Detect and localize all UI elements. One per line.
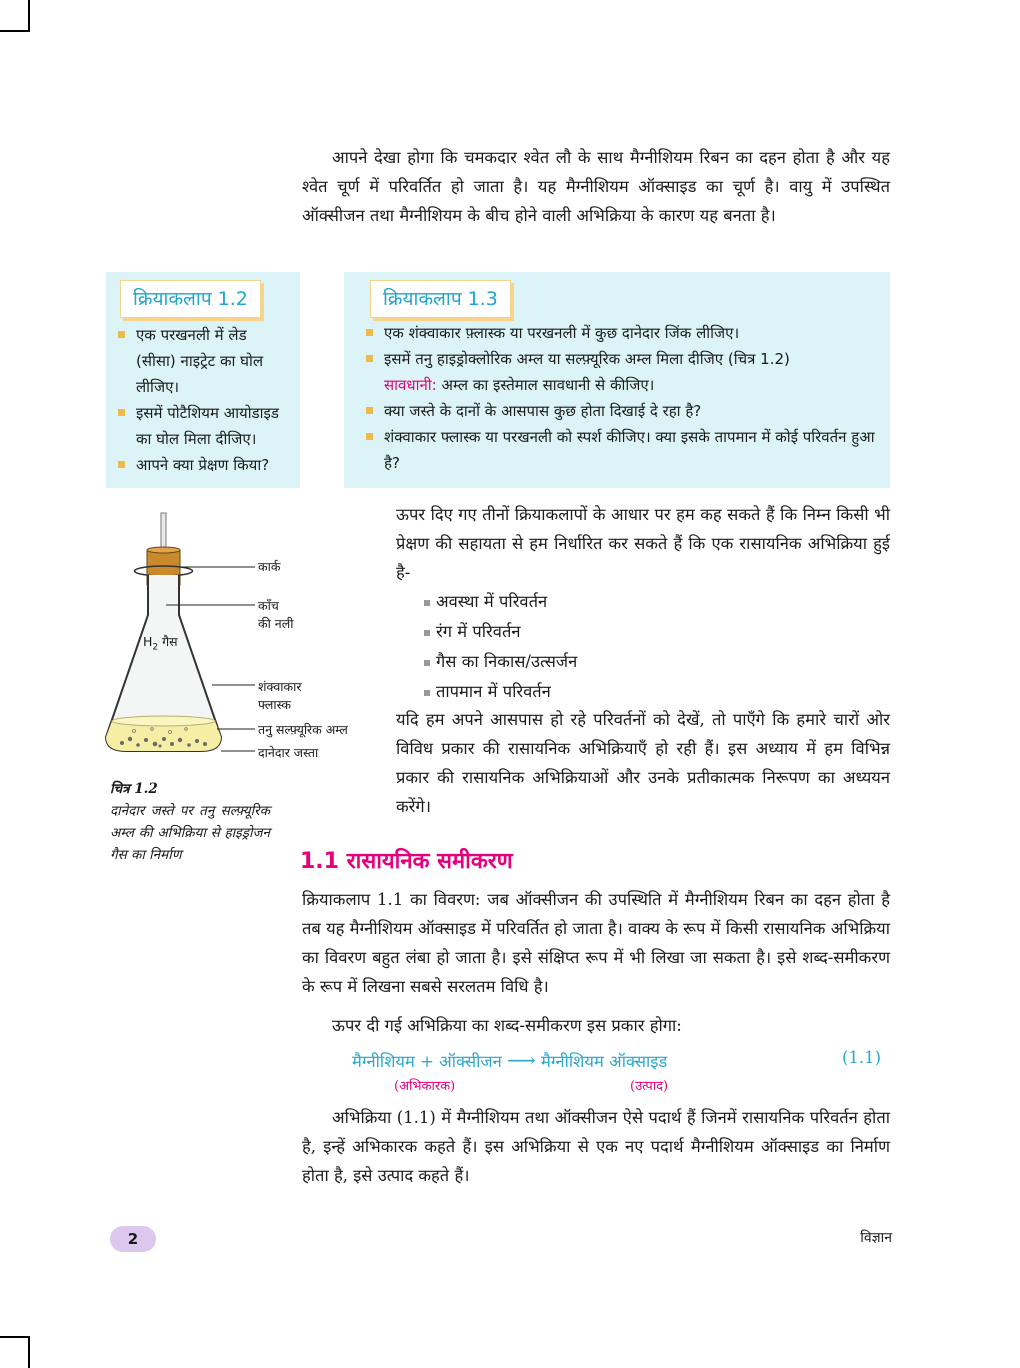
bullet-square-icon bbox=[366, 433, 373, 440]
acid-surface bbox=[112, 716, 215, 726]
bullet-square-icon bbox=[424, 600, 430, 606]
cork-top bbox=[147, 547, 180, 553]
label-zinc: दानेदार जस्ता bbox=[258, 745, 319, 760]
crop-mark-bottom-left-v bbox=[28, 1336, 30, 1368]
bullet-square-icon bbox=[118, 409, 125, 416]
footer-subject: विज्ञान bbox=[860, 1230, 892, 1246]
bullet-square-icon bbox=[424, 660, 430, 666]
list-item: इसमें तनु हाइड्रोक्लोरिक अम्ल या सल्फ़्यूरिक अम्ल मिला दीजिए (चित्र 1.2) सावधानी: अम्ल का इस्तेमाल सावधानी से कीजिए। bbox=[366, 346, 882, 398]
list-item: गैस का निकास/उत्सर्जन bbox=[424, 647, 577, 677]
equation-reactants: मैग्नीशियम + ऑक्सीजन ⟶ मैग्नीशियम ऑक्साइड bbox=[352, 1048, 668, 1072]
list-item: अवस्था में परिवर्तन bbox=[424, 587, 577, 617]
list-item: एक शंक्वाकार फ़्लास्क या परखनली में कुछ दानेदार जिंक लीजिए। bbox=[366, 320, 882, 346]
bullet-square-icon bbox=[366, 407, 373, 414]
bullet-square-icon bbox=[118, 331, 125, 338]
figure-caption-title: चित्र 1.2 bbox=[110, 781, 158, 797]
observations-after: यदि हम अपने आसपास हो रहे परिवर्तनों को देखें, तो पाएँगे कि हमारे चारों ओर विविध प्रकार की रासायनिक अभिक्रियाएँ हो रही हैं। इस अध्याय में हम विभिन्न प्रकार की रासायनिक अभिक्रियाओं और उनके प्रतीकात्मक निरूपण का अध्ययन करेंगे। bbox=[396, 710, 890, 816]
bullet-square-icon bbox=[366, 355, 373, 362]
reaction-arrow-icon: ⟶ bbox=[507, 1048, 536, 1072]
section-para-2: ऊपर दी गई अभिक्रिया का शब्द-समीकरण इस प्रकार होगा: bbox=[332, 1016, 682, 1035]
label-glass-tube-2: की नली bbox=[258, 616, 294, 631]
label-flask-2: फ्लास्क bbox=[258, 697, 292, 712]
activity-1-3-title: क्रियाकलाप 1.3 bbox=[370, 280, 511, 318]
list-item: आपने क्या प्रेक्षण किया? bbox=[118, 452, 290, 478]
bullet-square-icon bbox=[424, 630, 430, 636]
activity-1-3-box bbox=[344, 272, 890, 488]
bullet-square-icon bbox=[424, 690, 430, 696]
bullet-square-icon bbox=[118, 461, 125, 468]
caution-label: सावधानी: bbox=[384, 376, 437, 394]
label-h2-gas: $H_2$ गैस bbox=[143, 634, 178, 653]
activity-1-2-title: क्रियाकलाप 1.2 bbox=[120, 280, 261, 318]
observations-list bbox=[424, 587, 577, 707]
intro-paragraph: आपने देखा होगा कि चमकदार श्वेत लौ के साथ मैग्नीशियम रिबन का दहन होता है और यह श्वेत चूर्ण में परिवर्तित हो जाता है। यह मैग्नीशियम ऑक्साइड का चूर्ण है। वायु में उपस्थित ऑक्सीजन तथा मैग्नीशियम के बीच होने वाली अभिक्रिया के कारण यह बनता है। bbox=[302, 148, 890, 225]
label-cork: कार्क bbox=[258, 559, 281, 574]
label-glass-tube-1: काँच bbox=[258, 598, 279, 613]
list-item: रंग में परिवर्तन bbox=[424, 617, 577, 647]
label-acid: तनु सल्फ़्यूरिक अम्ल bbox=[258, 722, 348, 737]
activity-1-3-list bbox=[366, 320, 882, 476]
section-para-3: अभिक्रिया (1.1) में मैग्नीशियम तथा ऑक्सीजन ऐसे पदार्थ हैं जिनमें रासायनिक परिवर्तन होता है, इन्हें अभिकारक कहते हैं। इस अभिक्रिया से एक नए पदार्थ मैग्नीशियम ऑक्साइड का निर्माण होता है, इसे उत्पाद कहते हैं। bbox=[302, 1108, 890, 1185]
page-number: 2 bbox=[110, 1226, 156, 1252]
bullet-square-icon bbox=[366, 329, 373, 336]
section-para-1: क्रियाकलाप 1.1 का विवरण: जब ऑक्सीजन की उपस्थिति में मैग्नीशियम रिबन का दहन होता है तब यह मैग्नीशियम ऑक्साइड में परिवर्तित हो जाता है। वाक्य के रूप में किसी रासायनिक अभिक्रिया का विवरण बहुत लंबा हो जाता है। इसे संक्षिप्त रूप में भी लिखा जा सकता है। इसे शब्द-समीकरण के रूप में लिखना सबसे सरलतम विधि है। bbox=[302, 890, 890, 996]
list-item: एक परखनली में लेड (सीसा) नाइट्रेट का घोल लीजिए। bbox=[118, 322, 290, 400]
figure-caption-text: दानेदार जस्ते पर तनु सल्फ़्यूरिक अम्ल की अभिक्रिया से हाइड्रोजन गैस का निर्माण bbox=[110, 803, 270, 863]
section-heading: 1.1 रासायनिक समीकरण bbox=[300, 849, 513, 874]
activity-1-2-box bbox=[106, 272, 300, 488]
list-item: तापमान में परिवर्तन bbox=[424, 677, 577, 707]
label-flask-1: शंक्वाकार bbox=[258, 679, 302, 694]
equation-number: (1.1) bbox=[842, 1048, 882, 1067]
product-label: (उत्पाद) bbox=[630, 1079, 669, 1094]
list-item: इसमें पोटैशियम आयोडाइड का घोल मिला दीजिए। bbox=[118, 400, 290, 452]
crop-mark-bottom-left-h bbox=[0, 1336, 30, 1338]
observations-intro: ऊपर दिए गए तीनों क्रियाकलापों के आधार पर हम कह सकते हैं कि निम्न किसी भी प्रेक्षण की सहायता से हम निर्धारित कर सकते हैं कि एक रासायनिक अभिक्रिया हुई है- bbox=[396, 505, 890, 582]
activity-1-2-list bbox=[118, 322, 290, 478]
reactant-label: (अभिकारक) bbox=[394, 1079, 456, 1094]
crop-mark-top-left-v bbox=[28, 0, 30, 32]
crop-mark-top-left-h bbox=[0, 30, 30, 32]
list-item: शंक्वाकार फ्लास्क या परखनली को स्पर्श कीजिए। क्या इसके तापमान में कोई परिवर्तन हुआ है? bbox=[366, 424, 882, 476]
list-item: क्या जस्ते के दानों के आसपास कुछ होता दिखाई दे रहा है? bbox=[366, 398, 882, 424]
